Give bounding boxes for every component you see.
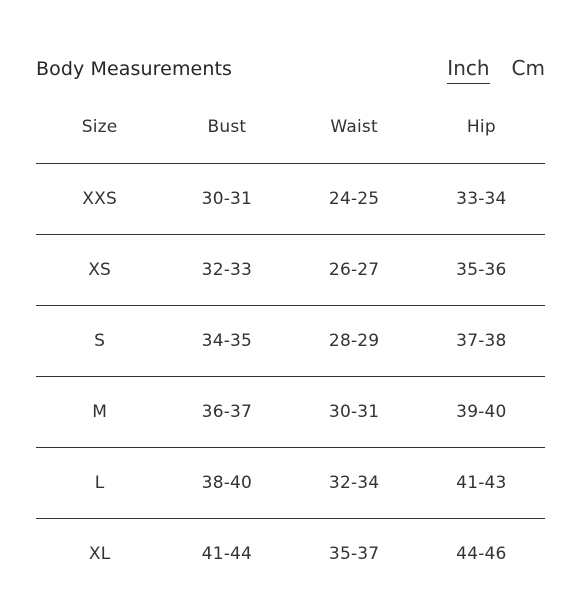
waist-cell: 32-34 xyxy=(328,473,380,493)
waist-cell: 26-27 xyxy=(328,260,380,280)
page-title: Body Measurements xyxy=(36,58,233,80)
hip-cell: 41-43 xyxy=(456,473,507,493)
unit-cm-option[interactable]: Cm xyxy=(511,56,545,80)
waist-cell: 30-31 xyxy=(328,402,380,422)
table-row xyxy=(36,448,545,519)
table-row xyxy=(36,235,545,306)
bust-cell: 32-33 xyxy=(201,260,253,280)
table-row xyxy=(36,164,545,235)
hip-cell: 35-36 xyxy=(456,260,507,280)
size-cell: XL xyxy=(88,544,111,564)
size-cell: XXS xyxy=(82,189,117,209)
measurements-header xyxy=(36,56,545,86)
unit-inch-option[interactable]: Inch xyxy=(447,56,489,84)
waist-cell: 24-25 xyxy=(328,189,380,209)
waist-cell: 28-29 xyxy=(328,331,380,351)
column-header-bust: Bust xyxy=(207,117,247,137)
table-row xyxy=(36,519,545,589)
hip-cell: 33-34 xyxy=(456,189,507,209)
bust-cell: 34-35 xyxy=(201,331,253,351)
bust-cell: 30-31 xyxy=(201,189,253,209)
bust-cell: 36-37 xyxy=(201,402,253,422)
hip-cell: 37-38 xyxy=(456,331,507,351)
size-cell: XS xyxy=(88,260,112,280)
waist-cell: 35-37 xyxy=(328,544,380,564)
size-cell: M xyxy=(92,402,108,422)
bust-cell: 38-40 xyxy=(201,473,253,493)
hip-cell: 39-40 xyxy=(456,402,507,422)
size-chart-table xyxy=(36,93,545,589)
size-cell: L xyxy=(94,473,105,493)
size-cell: S xyxy=(94,331,106,351)
unit-toggle xyxy=(447,56,545,84)
bust-cell: 41-44 xyxy=(201,544,253,564)
column-header-size: Size xyxy=(81,117,118,137)
hip-cell: 44-46 xyxy=(456,544,507,564)
table-row xyxy=(36,377,545,448)
column-header-hip: Hip xyxy=(466,117,496,137)
table-row xyxy=(36,306,545,377)
column-header-waist: Waist xyxy=(330,117,378,137)
table-header-row xyxy=(36,93,545,164)
